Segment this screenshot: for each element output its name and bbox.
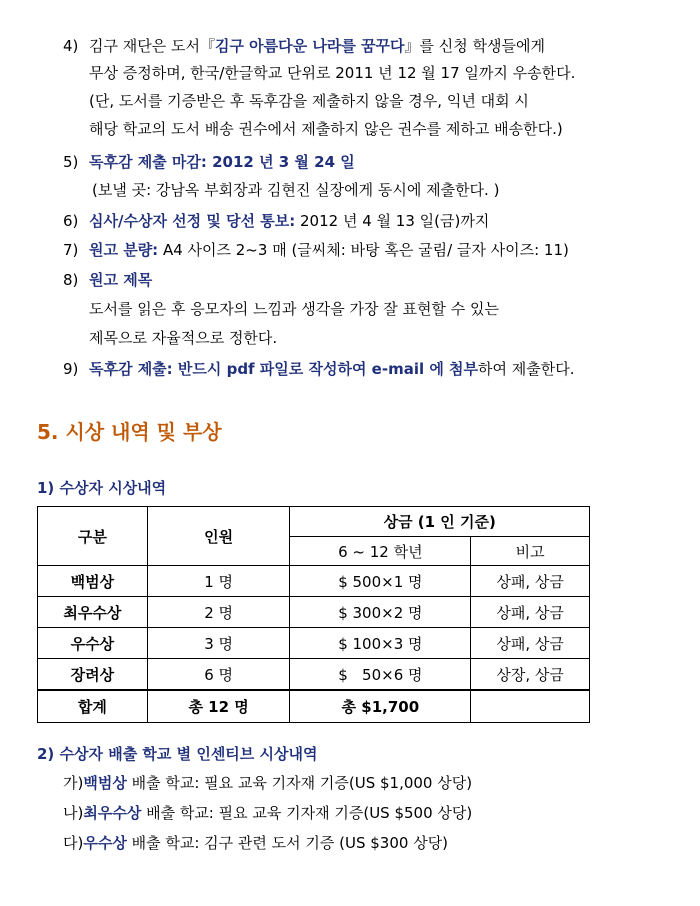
- table-row: [38, 566, 590, 597]
- incentive-item: [63, 773, 472, 793]
- incentive-award: 최우수상: [83, 804, 142, 822]
- item-4-line-4: 해당 학교의 도서 배송 권수에서 제출하지 않은 권수를 제하고 배송한다.): [89, 120, 563, 138]
- item-4-line-1: [89, 36, 545, 56]
- item-8-line-3: 제목으로 자율적으로 정한다.: [89, 329, 278, 347]
- item-7-text: A4 사이즈 2~3 매 (글씨체: 바탕 혹은 굴림/ 글자 사이즈: 11): [158, 241, 569, 259]
- total-note: [471, 690, 590, 723]
- item-4-pre: 김구 재단은 도서『: [89, 37, 215, 55]
- header-count: 인원: [147, 507, 290, 566]
- total-prize: 총 $1,700: [290, 690, 471, 723]
- award-prize: $ 100×3 명: [290, 628, 471, 659]
- incentive-marker: 나): [63, 804, 84, 822]
- section-5-heading: 5. 시상 내역 및 부상: [37, 420, 222, 444]
- subsection-2-title: 2) 수상자 배출 학교 별 인센티브 시상내역: [37, 745, 318, 763]
- incentive-text: 배출 학교: 필요 교육 기자재 기증(US $1,000 상당): [126, 774, 473, 792]
- item-7-number: 7): [63, 241, 79, 259]
- award-count: 6 명: [147, 659, 290, 691]
- award-name: 우수상: [38, 628, 148, 659]
- table-row: [38, 659, 590, 691]
- item-7-line: [89, 240, 569, 260]
- incentive-award: 우수상: [83, 834, 127, 852]
- item-4-line-3: (단, 도서를 기증받은 후 독후감을 제출하지 않을 경우, 익년 대회 시: [89, 92, 529, 110]
- item-7-label: 원고 분량:: [89, 241, 159, 259]
- award-note: 상패, 상금: [471, 566, 590, 597]
- item-8-number: 8): [63, 271, 79, 289]
- item-6-label: 심사/수상자 선정 및 당선 통보:: [89, 212, 296, 230]
- award-prize: $ 50×6 명: [290, 659, 471, 691]
- item-6-text: 2012 년 4 월 13 일(금)까지: [295, 212, 490, 230]
- incentive-item: [63, 803, 472, 823]
- table-header-row: [38, 507, 590, 537]
- incentive-award: 백범상: [83, 774, 127, 792]
- award-note: 상장, 상금: [471, 659, 590, 691]
- total-label: 합계: [38, 690, 148, 723]
- item-9-text: 하여 제출한다.: [478, 360, 575, 378]
- award-name: 최우수상: [38, 597, 148, 628]
- award-note: 상패, 상금: [471, 597, 590, 628]
- book-title: 김구 아름다운 나라를 꿈꾸다: [214, 37, 405, 55]
- header-category: 구분: [38, 507, 148, 566]
- item-4-number: 4): [63, 37, 79, 55]
- incentive-text: 배출 학교: 필요 교육 기자재 기증(US $500 상당): [141, 804, 473, 822]
- item-8-line-2: 도서를 읽은 후 응모자의 느낌과 생각을 가장 잘 표현할 수 있는: [89, 300, 499, 318]
- item-9-line: [89, 359, 575, 379]
- award-table: [37, 506, 590, 723]
- header-note: 비고: [471, 537, 590, 566]
- header-prize: 상금 (1 인 기준): [290, 507, 590, 537]
- header-grade: 6 ~ 12 학년: [290, 537, 471, 566]
- table-total-row: [38, 690, 590, 723]
- item-6-line: [89, 211, 489, 231]
- award-count: 3 명: [147, 628, 290, 659]
- item-4-line-2: 무상 증정하며, 한국/한글학교 단위로 2011 년 12 월 17 일까지 우송한다.: [89, 64, 576, 82]
- item-5-deadline: 독후감 제출 마감: 2012 년 3 월 24 일: [89, 153, 355, 171]
- item-8-label: 원고 제목: [89, 271, 153, 289]
- award-count: 2 명: [147, 597, 290, 628]
- incentive-marker: 다): [63, 834, 84, 852]
- item-9-number: 9): [63, 360, 79, 378]
- award-prize: $ 500×1 명: [290, 566, 471, 597]
- item-5-number: 5): [63, 153, 79, 171]
- award-name: 장려상: [38, 659, 148, 691]
- award-note: 상패, 상금: [471, 628, 590, 659]
- incentive-item: [63, 833, 448, 853]
- item-9-label: 독후감 제출: 반드시 pdf 파일로 작성하여 e-mail 에 첨부: [89, 360, 479, 378]
- award-name: 백범상: [38, 566, 148, 597]
- item-5-destination: (보낼 곳: 강남옥 부회장과 김현진 실장에게 동시에 제출한다. ): [92, 181, 500, 199]
- table-row: [38, 597, 590, 628]
- incentive-marker: 가): [63, 774, 84, 792]
- item-4-post: 』를 신청 학생들에게: [404, 37, 545, 55]
- subsection-1-title: 1) 수상자 시상내역: [37, 479, 167, 497]
- table-row: [38, 628, 590, 659]
- item-6-number: 6): [63, 212, 79, 230]
- incentive-text: 배출 학교: 김구 관련 도서 기증 (US $300 상당): [126, 834, 449, 852]
- award-count: 1 명: [147, 566, 290, 597]
- award-prize: $ 300×2 명: [290, 597, 471, 628]
- total-count: 총 12 명: [147, 690, 290, 723]
